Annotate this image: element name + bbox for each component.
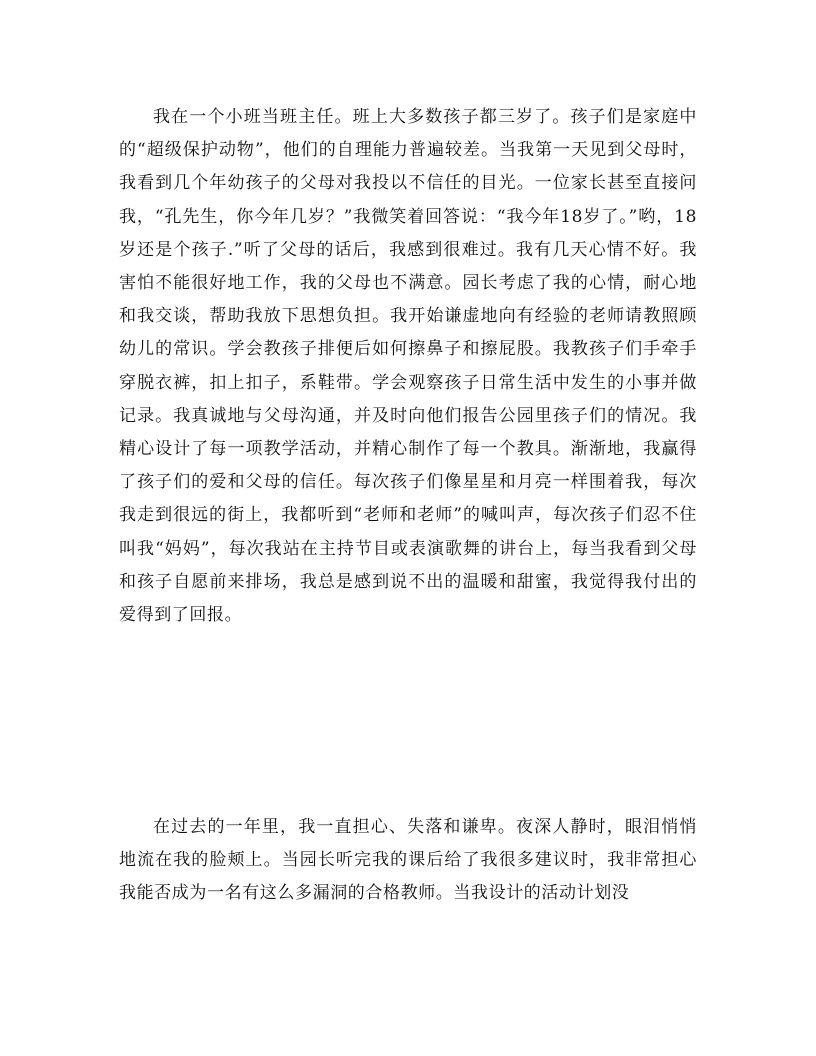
body-paragraph-2: 在过去的一年里，我一直担心、失落和谦卑。夜深人静时，眼泪悄悄地流在我的脸颊上。当园长听完我的课后给了我很多建议时，我非常担心我能否成为一名有这么多漏洞的合格教师。当我设计的活动计划没 [119, 817, 697, 904]
body-paragraph-1: 我在一个小班当班主任。班上大多数孩子都三岁了。孩子们是家庭中的“超级保护动物”，他们的自理能力普遍较差。当我第一天见到父母时，我看到几个年幼孩子的父母对我投以不信任的目光。一位家长甚至直接问我，“孔先生，你今年几岁？”我微笑着回答说：“我今年18岁了。”哟，18岁还是个孩子.”听了父母的话后，我感到很难过。我有几天心情不好。我害怕不能很好地工作，我的父母也不满意。园长考虑了我的心情，耐心地和我交谈，帮助我放下思想负担。我开始谦虚地向有经验的老师请教照顾幼儿的常识。学会教孩子排便后如何擦鼻子和擦屁股。我教孩子们手牵手穿脱衣裤，扣上扣子，系鞋带。学会观察孩子日常生活中发生的小事并做记录。我真诚地与父母沟通，并及时向他们报告公园里孩子们的情况。我精心设计了每一项教学活动，并精心制作了每一个教具。渐渐地，我赢得了孩子们的爱和父母的信任。每次孩子们像星星和月亮一样围着我，每次我走到很远的街上，我都听到“老师和老师”的喊叫声，每次孩子们忍不住叫我“妈妈”，每次我站在主持节目或表演歌舞的讲台上，每当我看到父母和孩子自愿前来排场，我总是感到说不出的温暖和甜蜜，我觉得我付出的爱得到了回报。 [119, 107, 697, 626]
